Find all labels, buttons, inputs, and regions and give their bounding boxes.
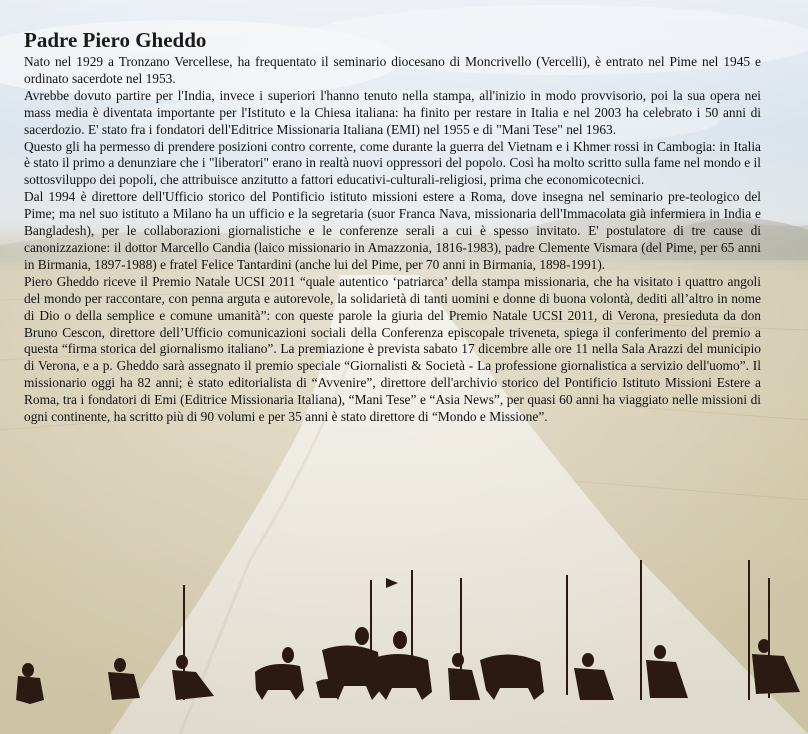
article-paragraph: Dal 1994 è direttore dell'Ufficio storico del Pontificio istituto missioni estere a Roma, dove insegna nel seminario pre-teologico del Pime; ma nel suo istituto a Milano ha un ufficio e la segretaria (suor Franca Nava, missionaria dell'Immacolata già infermiera in India e Bangladesh), per le collaborazioni giornalistiche e le conferenze serali a cui è spesso invitato. E' postulatore di tre cause di canonizzazione: il dottor Marcello Candia (laico missionario in Amazzonia, 1816-1983), padre Clemente Vismara (del Pime, per 65 anni in Birmania, 1897-1988) e fratel Felice Tantardini (anche lui del Pime, per 70 anni in Birmania, 1898-1991).	[24, 189, 761, 272]
article-paragraph: Avrebbe dovuto partire per l'India, invece i superiori l'hanno tenuto nella stampa, all'inizio in modo provvisorio, poi la sua opera nei mass media è diventata importante per l'Istituto e la Chiesa italiana: ha finito per restare in Italia e nel 2003 ha celebrato i 50 anni di sacerdozio. E' stato fra i fondatori dell'Editrice Missionaria Italiana (EMI) nel 1955 e di "Mani Tese" nel 1963.	[24, 87, 761, 137]
article-paragraph: Questo gli ha permesso di prendere posizioni contro corrente, come durante la guerra del Vietnam e i Khmer rossi in Cambogia: in Italia è stato il primo a denunziare che i "liberatori" erano in realtà nuovi oppressori del popolo. Così ha molto scritto sulla fame nel mondo e il sottosviluppo dei popoli, che attribuisce anzitutto a fattori educativi-culturali-religiosi, prima che economicotecnici.	[24, 138, 761, 188]
article-title: Padre Piero Gheddo	[24, 28, 207, 52]
article-paragraph: Nato nel 1929 a Tronzano Vercellese, ha frequentato il seminario diocesano di Moncrivello (Vercelli), è entrato nel Pime nel 1945 e ordinato sacerdote nel 1953.	[24, 54, 761, 86]
article-paragraph: Piero Gheddo riceve il Premio Natale UCSI 2011 “quale autentico ‘patriarca’ della stampa missionaria, che ha visitato i quattro angoli del mondo per raccontare, con penna arguta e autorevole, la solidarietà di tanti uomini e donne di buona volontà, dediti all’altro in nome di Dio o della semplice e comune umanità”: con queste parole la giuria del Premio Natale UCSI 2011, di Verona, presieduta da don Bruno Cescon, direttore dell’Ufficio comunicazioni sociali della Conferenza episcopale triveneta, spiega il conferimento del premio a questa “firma storica del giornalismo italiano”. La premiazione è prevista sabato 17 dicembre alle ore 11 nella Sala Arazzi del municipio di Verona, e a p. Gheddo sarà assegnato il premio speciale “Giornalisti & Società - La professione giornalistica a servizio dell'uomo”. Il missionario oggi ha 82 anni; è stato editorialista di “Avvenire”, direttore dell'archivio storico del Pontificio Istituto Missioni Estere a Roma, tra i fondatori di Emi (Editrice Missionaria Italiana), “Mani Tese” e “Asia News”, per quasi 60 anni ha viaggiato nelle missioni di ogni continente, ha scritto più di 90 volumi e per 35 anni è stato direttore di “Mondo e Missione”.	[24, 273, 761, 425]
article	[24, 28, 761, 426]
